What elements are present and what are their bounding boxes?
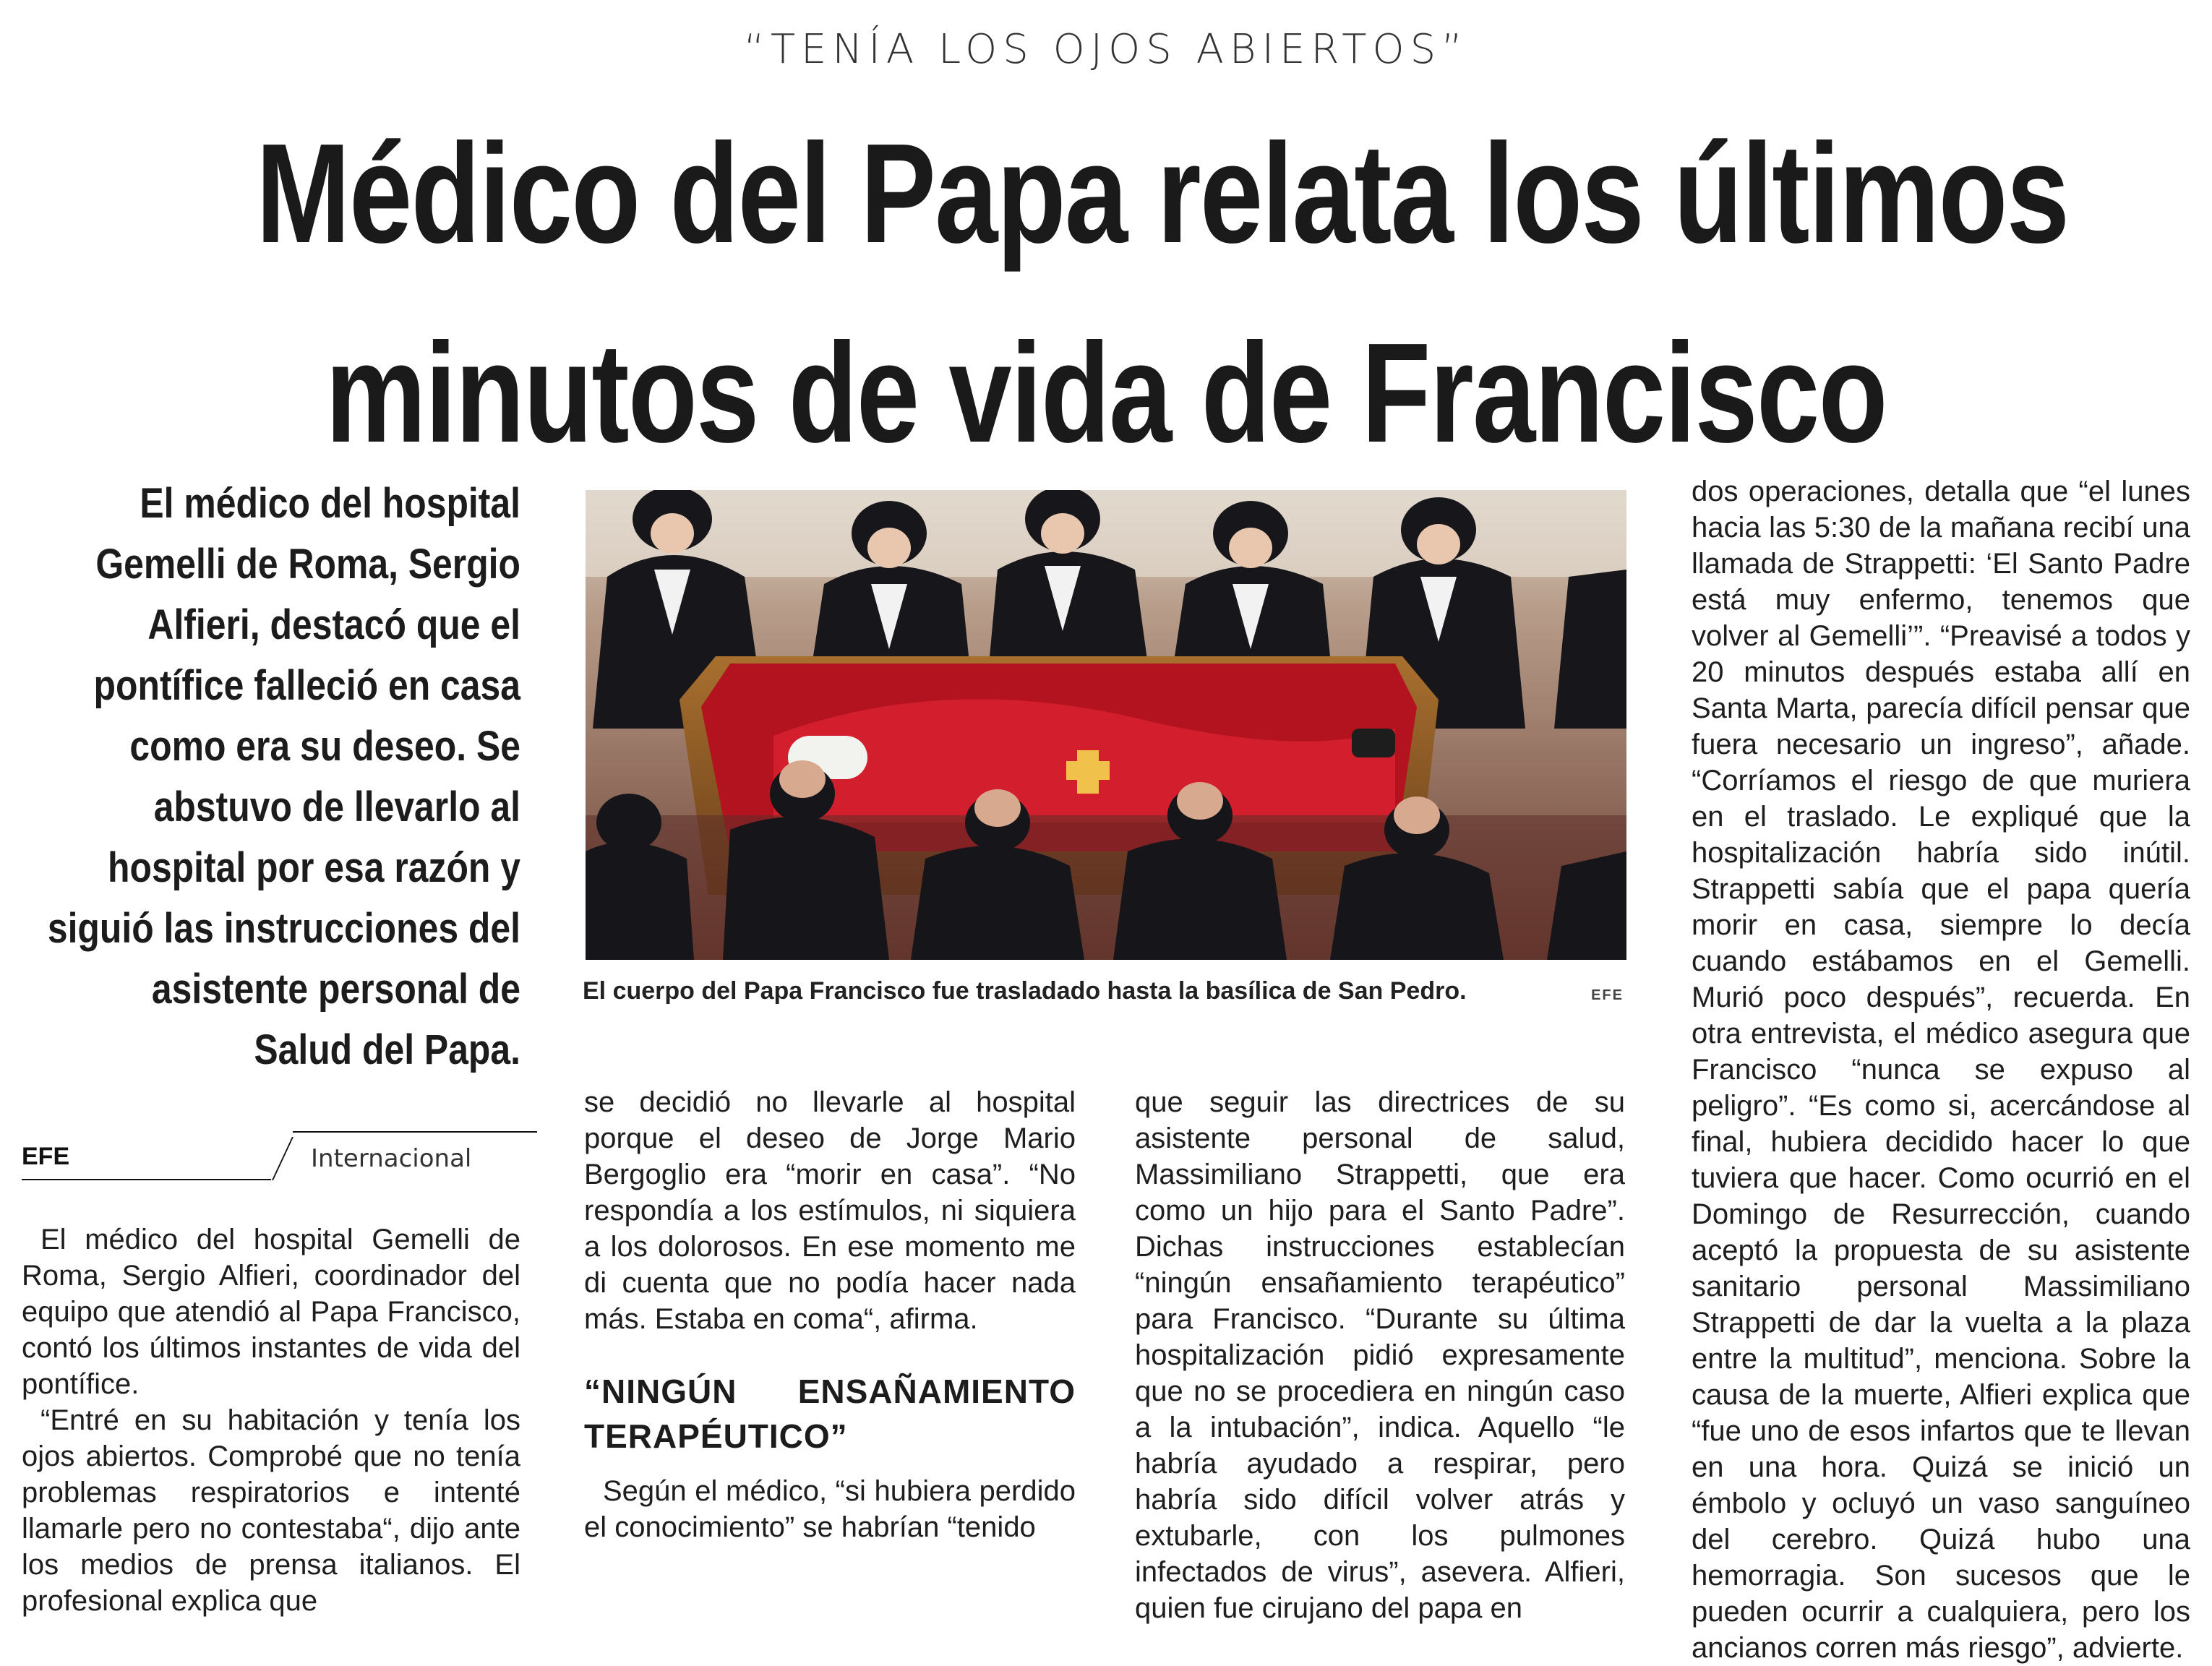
photo-illustration	[586, 490, 1626, 960]
caption-text: El cuerpo del Papa Francisco fue trasladado hasta la basílica de San Pedro.	[583, 977, 1467, 1005]
headline-line-1: Médico del Papa relata los últimos	[256, 114, 2069, 272]
body-column-2	[584, 1084, 1076, 1545]
paragraph: Según el médico, “si hubiera perdido el conocimiento” se habrían “tenido	[584, 1475, 1076, 1543]
byline-agency: EFE	[22, 1143, 70, 1170]
body-column-4	[1692, 473, 2190, 1666]
byline	[22, 1131, 520, 1180]
subheading: “NINGÚN ENSAÑAMIENTO TERAPÉUTICO”	[584, 1373, 1076, 1455]
article-headline	[256, 94, 2069, 493]
paragraph: dos operaciones, detalla que “el lunes hacia las 5:30 de la mañana recibí una llamada de Strappetti: ‘El Santo Padre está muy enfermo, tenemos que volver al Gemelli’”. “Preavisé a todos y 20 minutos después estaba allí en Santa Marta, parecía difícil pensar que fuera necesario un ingreso”, añade. “Corríamos el riesgo de que muriera en el traslado. Le expliqué que la hospitalización habría sido inútil. Strappetti sabía que el papa quería morir en casa, siempre lo decía cuando estábamos en el Gemelli. Murió poco después”, recuerda. En otra entrevista, el médico asegura que Francisco “nunca se expuso al peligro”. “Es como si, acercándose al final, hubiera decidido hacer lo que tuviera que hacer. Como ocurrió en el Domingo de Resurrección, cuando aceptó la propuesta de su asistente sanitario personal Massimiliano Strappetti de dar la vuelta a la plaza entre la multitud”, menciona. Sobre la causa de la muerte, Alfieri explica que “fue uno de esos infartos que te llevan en una hora. Quizá se inició un émbolo y ocluyó un vaso sanguíneo del cerebro. Quizá hubo una hemorragia. Son sucesos que le pueden ocurrir a cualquiera, pero los ancianos corren más riesgo”, advierte.	[1692, 476, 2190, 1664]
paragraph: El médico del hospital Gemelli de Roma, Sergio Alfieri, coordinador del equipo que atendió al Papa Francisco, contó los últimos instantes de vida del pontífice.	[22, 1224, 520, 1400]
byline-rule-right	[293, 1131, 537, 1133]
body-column-1	[22, 1221, 520, 1619]
photo-credit: EFE	[1591, 987, 1624, 1003]
paragraph: que seguir las directrices de su asistente personal de salud, Massimiliano Strappetti, que era como un hijo para el Santo Padre”. Dichas instrucciones establecían “ningún ensañamiento terapéutico” para Francisco. “Durante su última hospitalización pidió expresamente que no se procediera en ningún caso a la intubación”, indica. Aquello “le habría ayudado a respirar, pero habría sido difícil volver atrás y extubarle, con los pulmones infectados de virus”, asevera. Alfieri, quien fue cirujano del papa en	[1135, 1086, 1625, 1624]
byline-rule-left	[22, 1179, 271, 1180]
photo-caption	[583, 977, 1624, 1010]
article-photo	[586, 490, 1626, 960]
article-kicker: “TENÍA LOS OJOS ABIERTOS”	[743, 26, 1469, 73]
paragraph: “Entré en su habitación y tenía los ojos abiertos. Comprobé que no tenía problemas respiratorios e intenté llamarle pero no contestaba“, dijo ante los medios de prensa italianos. El profesional explica que	[22, 1404, 520, 1617]
section-label: Internacional	[311, 1144, 472, 1173]
headline-line-2: minutos de vida de Francisco	[325, 314, 1887, 472]
deck-text: El médico del hospital Gemelli de Roma, Sergio Alfieri, destacó que el pontífice falleció en casa como era su deseo. Se abstuvo de llevarlo al hospital por esa razón y siguió las instrucciones del asistente personal de Salud del Papa.	[47, 480, 521, 1073]
paragraph: se decidió no llevarle al hospital porque el deseo de Jorge Mario Bergoglio era “morir en casa”. “No respondía a los estímulos, ni siquiera a los dolorosos. En ese momento me di cuenta que no podía hacer nada más. Estaba en coma“, afirma.	[584, 1086, 1076, 1335]
article-deck	[43, 473, 520, 1081]
byline-divider	[272, 1137, 293, 1180]
body-column-3	[1135, 1084, 1625, 1626]
